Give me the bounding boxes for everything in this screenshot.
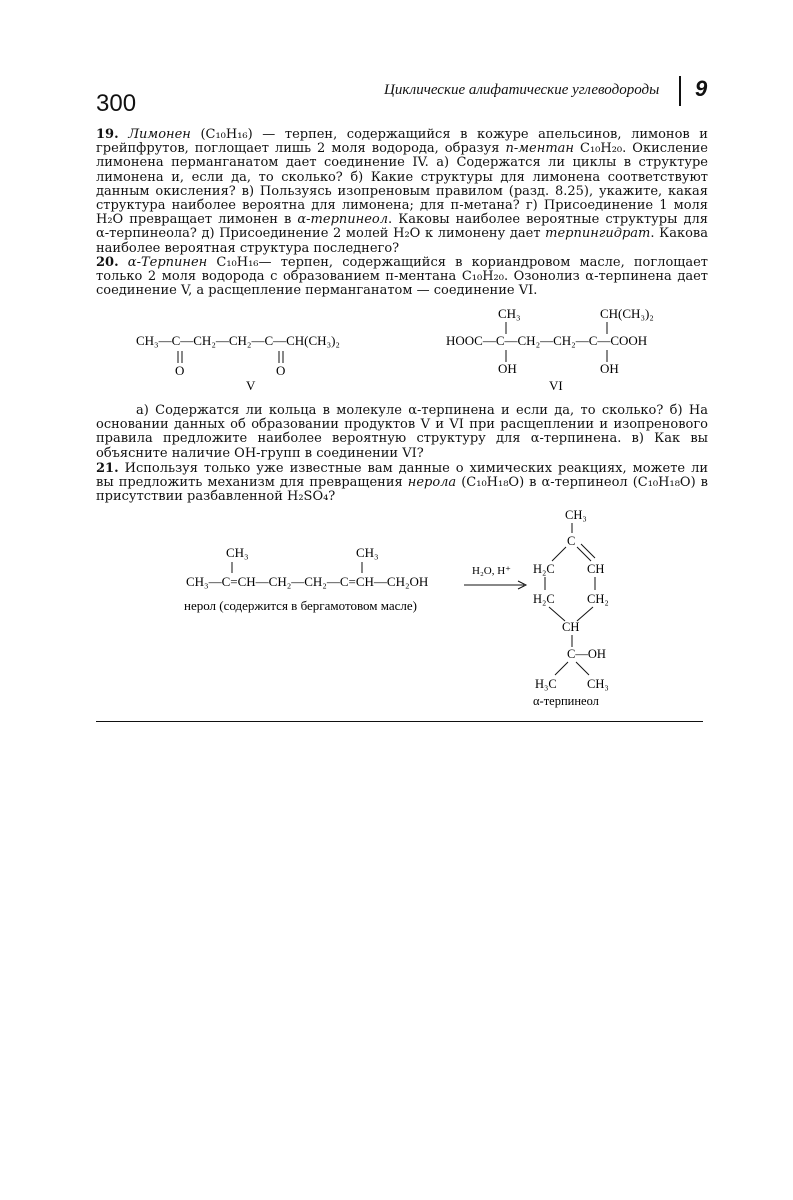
problem-20-number: 20. — [96, 255, 119, 270]
structure-vi-isopropyl: CH(CH₃)₂ — [600, 306, 654, 321]
structure-v — [130, 305, 380, 395]
terpineol-h2c-left-2: H₂C — [533, 592, 555, 606]
terp-bond-ur-double — [581, 544, 595, 558]
nerol-caption: нерол (содержится в бергамотовом масле) — [184, 598, 417, 613]
terpineol-h2c-left: H₂C — [533, 562, 555, 576]
limonene-formula: (C₁₀H₁₆) — [200, 127, 253, 142]
terpineol-name: α-терпинеол — [297, 212, 389, 228]
structure-v-oxygen-2: O — [276, 363, 286, 378]
terp-bond-ll — [549, 607, 565, 621]
nerol-ch3-2: CH₃ — [356, 545, 379, 560]
chapter-number: 9 — [695, 76, 708, 101]
problem-19-text-1: — терпен, содержащийся в кожуре апельсинов, лимонов и грейпфрутов, поглощает лишь 2 моля водорода, образуя — [96, 127, 708, 157]
structure-vi-chain: HOOC—C—CH₂—CH₂—C—COOH — [446, 333, 648, 348]
problem-21-text-2: (C₁₀H₁₈O) в α-терпинеол (C₁₀H₁₈O) в присутствии разбавленной H₂SO₄? — [96, 475, 708, 505]
structure-v-label: V — [246, 378, 256, 393]
terpin-hydrate-name: терпингидрат — [545, 226, 651, 242]
terpineol-top-ch3: CH₃ — [565, 508, 587, 522]
terp-bond-me1 — [555, 662, 568, 675]
problem-19-text-2: . Окисление лимонена перманганатом дает соединение IV. а) Содержатся ли циклы в структуре лимонена и, если да, то сколько? б) Какие структуры для лимонена соответствуют данным окисления? в) Пользуясь изопреновым правилом (разд. 8.25), укажите, какая структура наиболее вероятна для лимонена; для п-метана? г) Присоединение 1 моля H₂O превращает лимонен в — [96, 141, 709, 228]
nerol-chain: CH₃—C=CH—CH₂—CH₂—C=CH—CH₂OH — [186, 574, 429, 589]
terpineol-c-top: C — [567, 534, 576, 548]
header-divider — [679, 76, 681, 106]
structure-vi-ch3: CH₃ — [498, 306, 521, 321]
terpineol-c-oh: C—OH — [567, 647, 606, 661]
reaction-reagent: H₂O, H⁺ — [472, 565, 511, 577]
structure-v-chain: CH₃—C—CH₂—CH₂—C—CH(CH₃)₂ — [136, 333, 340, 348]
terpineol-ch2-right: CH₂ — [587, 592, 609, 606]
problem-19-text-3: . Каковы наиболее вероятные структуры для α-терпинеола? д) Присоединение 2 молей H₂O к лимонену дает — [96, 212, 708, 242]
terp-bond-me2 — [576, 662, 589, 675]
problem-19-number: 19. — [96, 127, 119, 142]
terpinene-name: α-Терпинен — [127, 255, 208, 270]
structure-vi-oh-2: OH — [600, 361, 619, 376]
structure-v-oxygen-1: O — [175, 363, 185, 378]
problem-20-questions: а) Содержатся ли кольца в молекуле α-терпинена и если да, то сколько? б) На основании данных об образовании продуктов V и VI при расщеплении и изопренового правила предложите наиболее вероятную структуру для α-терпинена. в) Как вы объясните наличие OH-групп в соединении VI? — [96, 403, 708, 461]
structure-vi-label: VI — [549, 378, 563, 393]
terpineol-h3c: H₃C — [535, 677, 557, 691]
problem-19 — [96, 128, 708, 256]
running-title: Циклические алифатические углеводороды — [384, 82, 660, 98]
structure-vi — [440, 300, 690, 395]
problem-21 — [96, 462, 708, 505]
problem-21-number: 21. — [96, 461, 119, 476]
nerol-name: нерола — [407, 475, 457, 491]
footer-rule — [96, 721, 703, 722]
menthane-name: п-ментан — [505, 141, 574, 157]
problem-19-text-4: . Какова наиболее вероятная структура последнего? — [96, 226, 708, 256]
terpinene-formula: C₁₀H₁₆ — [216, 255, 259, 270]
terpineol-ch-right: CH — [587, 562, 605, 576]
page-number: 300 — [96, 90, 137, 117]
structure-vi-oh-1: OH — [498, 361, 517, 376]
problem-20-text: — терпен, содержащийся в кориандровом масле, поглощает только 2 моля водорода с образованием п-ментана C₁₀H₂₀. Озонолиз α-терпинена дает соединение V, а расщепление перманганатом — соединение VI. — [96, 255, 709, 299]
terpineol-caption: α-терпинеол — [533, 694, 599, 708]
terp-bond-lr — [577, 607, 593, 621]
terpineol-structure — [525, 505, 645, 710]
reaction-arrow — [462, 560, 532, 590]
limonene-name: Лимонен — [128, 127, 191, 142]
problem-21-text-1: Используя только уже известные вам данные о химических реакциях, можете ли вы предложить механизм для превращения — [96, 461, 708, 491]
nerol-structure — [180, 540, 470, 620]
terp-bond-ur — [577, 547, 591, 561]
nerol-ch3-1: CH₃ — [226, 545, 249, 560]
terpineol-ch-bottom: CH — [562, 620, 580, 634]
terpineol-ch3: CH₃ — [587, 677, 609, 691]
problem-20 — [96, 256, 708, 299]
menthane-formula: C₁₀H₂₀ — [580, 141, 623, 157]
terp-bond-ul — [552, 547, 566, 561]
